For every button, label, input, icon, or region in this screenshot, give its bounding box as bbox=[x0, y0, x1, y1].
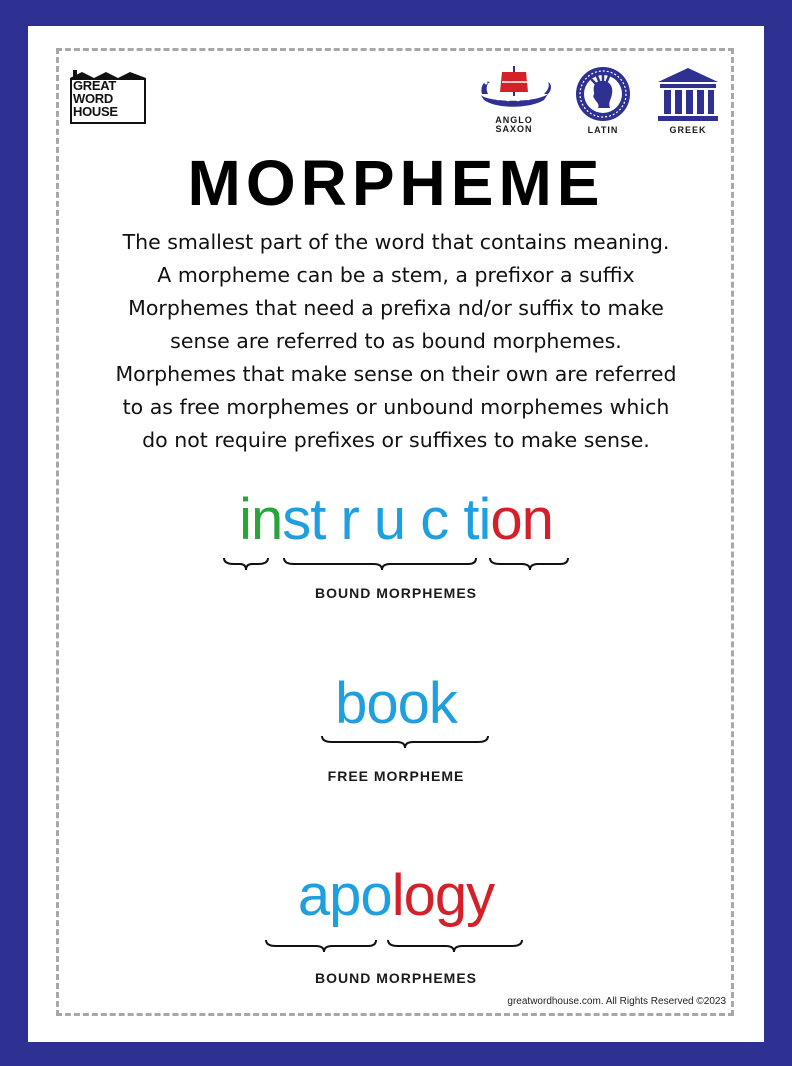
definition-line: to as free morphemes or unbound morphemes which bbox=[122, 395, 670, 419]
logo-line-1: GREAT bbox=[73, 78, 117, 93]
stem-part: st r u c ti bbox=[282, 487, 491, 552]
example-word-instruction bbox=[0, 487, 792, 552]
definition-line: A morpheme can be a stem, a prefixor a suffix bbox=[157, 263, 635, 287]
prefix-part: in bbox=[239, 487, 283, 552]
greek-temple-icon bbox=[656, 66, 720, 122]
anglo-label-2: SAXON bbox=[495, 124, 533, 134]
suffix-part: logy bbox=[391, 863, 495, 928]
great-word-house-logo bbox=[70, 70, 146, 124]
copyright-footer: greatwordhouse.com. All Rights Reserved ©2023 bbox=[507, 996, 726, 1007]
logo-line-2: WORD bbox=[73, 91, 113, 106]
free-part: book bbox=[335, 671, 457, 736]
anglo-saxon-emblem bbox=[474, 62, 554, 134]
morpheme-braces bbox=[222, 556, 572, 574]
latin-label: LATIN bbox=[587, 125, 619, 135]
free-morpheme-label: FREE MORPHEME bbox=[327, 768, 465, 784]
latin-emblem bbox=[570, 66, 636, 135]
prefix-part: apo bbox=[297, 863, 392, 928]
morpheme-braces bbox=[264, 938, 526, 956]
greek-emblem bbox=[656, 66, 720, 135]
greek-label: GREEK bbox=[669, 125, 707, 135]
laurel-head-coin-icon bbox=[570, 66, 636, 122]
example-word-apology bbox=[0, 863, 792, 928]
definition-line: Morphemes that need a prefixa nd/or suffix to make bbox=[128, 296, 664, 320]
bound-morphemes-label: BOUND MORPHEMES bbox=[314, 585, 477, 601]
example-word-book bbox=[0, 671, 792, 736]
definition-text bbox=[70, 226, 722, 457]
definition-line: do not require prefixes or suffixes to make sense. bbox=[142, 428, 650, 452]
definition-line: sense are referred to as bound morphemes. bbox=[170, 329, 622, 353]
suffix-part: on bbox=[490, 487, 553, 552]
logo-line-3: HOUSE bbox=[73, 104, 118, 119]
morpheme-brace bbox=[320, 734, 490, 752]
page-title: MORPHEME bbox=[187, 147, 605, 219]
bound-morphemes-label: BOUND MORPHEMES bbox=[314, 970, 477, 986]
viking-ship-icon bbox=[474, 62, 554, 112]
anglo-label-1: ANGLO bbox=[495, 115, 533, 125]
definition-line: The smallest part of the word that contains meaning. bbox=[122, 230, 670, 254]
definition-line: Morphemes that make sense on their own are referred bbox=[115, 362, 677, 386]
